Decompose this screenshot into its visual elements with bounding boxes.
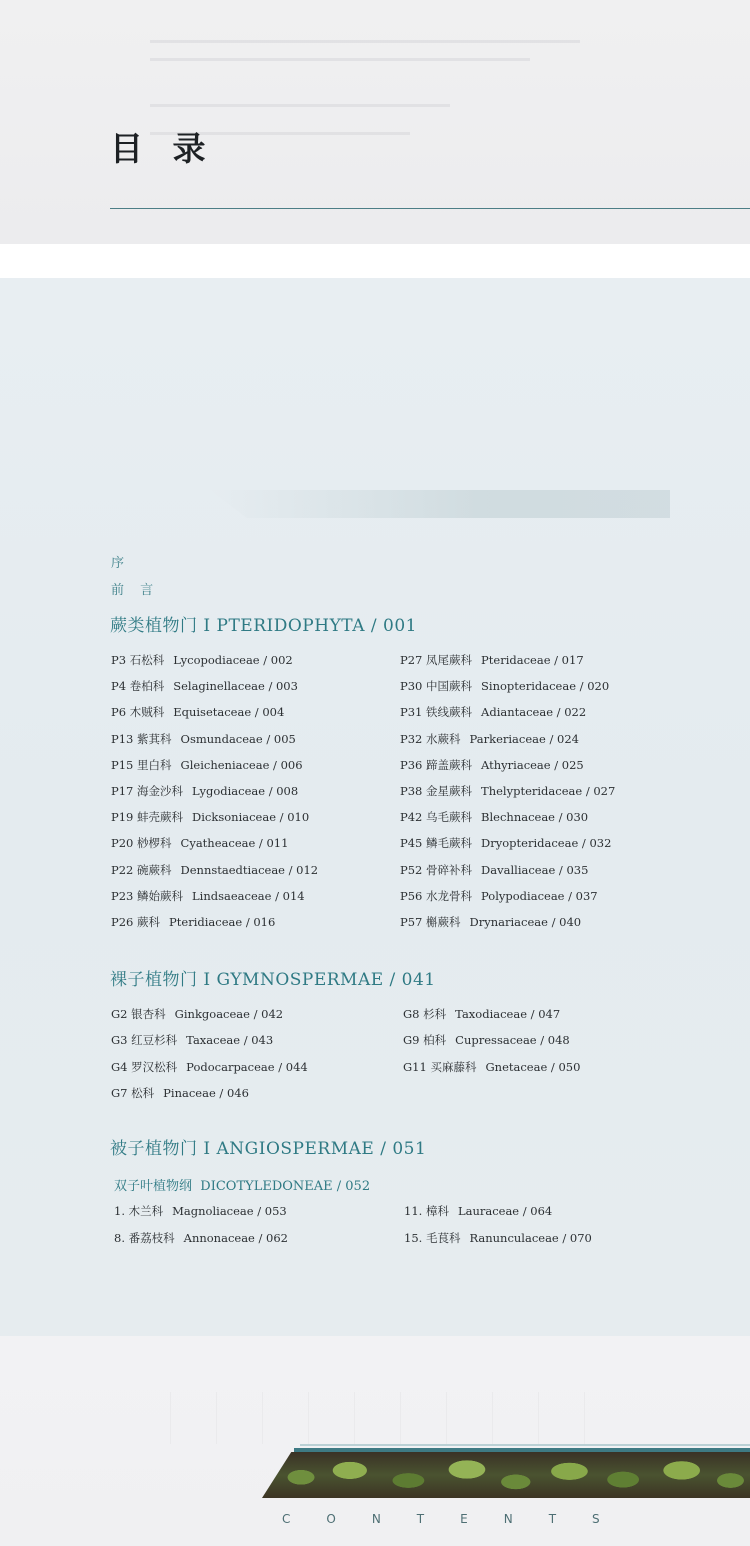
- entry-family-cn: 中国蕨科: [426, 679, 473, 694]
- subsection-heading-dicotyledoneae[interactable]: [114, 1175, 370, 1194]
- fern-photo-strip: [262, 1452, 750, 1498]
- section-separator: I: [197, 970, 217, 990]
- entry-family-cn: 铁线蕨科: [426, 705, 473, 720]
- entry-page-ref: G11: [403, 1059, 427, 1074]
- entry-family-latin: Pteridaceae / 017: [481, 653, 584, 667]
- toc-entry[interactable]: [404, 1203, 552, 1219]
- section-heading-gymnospermae[interactable]: [110, 965, 436, 990]
- toc-entry[interactable]: [403, 1032, 570, 1048]
- entry-family-latin: Gnetaceae / 050: [485, 1059, 581, 1074]
- entry-family-cn: 水龙骨科: [426, 888, 473, 903]
- entry-page-ref: P23: [111, 888, 134, 903]
- entry-page-ref: P4: [111, 679, 127, 694]
- entry-page-ref: 11.: [404, 1204, 423, 1218]
- toc-entry[interactable]: [400, 731, 579, 747]
- entry-family-cn: 海金沙科: [137, 784, 184, 798]
- entry-family-latin: Pinaceae / 046: [163, 1085, 249, 1100]
- entry-family-cn: 骨碎补科: [426, 862, 473, 877]
- entry-family-cn: 鳞毛蕨科: [426, 836, 473, 851]
- entry-family-cn: 鳞始蕨科: [137, 888, 184, 903]
- entry-family-cn: 桫椤科: [137, 836, 172, 851]
- entry-family-latin: Magnoliaceae / 053: [172, 1204, 287, 1218]
- contents-caption: CONTENTS: [282, 1512, 636, 1526]
- section-heading-angiospermae[interactable]: [110, 1134, 426, 1159]
- entry-family-latin: Annonaceae / 062: [183, 1231, 288, 1245]
- entry-page-ref: P6: [111, 705, 127, 720]
- page-title: 目 录: [110, 129, 215, 168]
- entry-page-ref: G8: [403, 1007, 420, 1021]
- toc-entry[interactable]: [114, 1203, 287, 1219]
- entry-page-ref: P38: [400, 784, 423, 798]
- title-divider: [110, 208, 750, 209]
- entry-family-latin: Davalliaceae / 035: [481, 862, 589, 877]
- toc-entry[interactable]: [111, 1032, 273, 1048]
- faded-text-line: [150, 104, 450, 107]
- entry-family-cn: 卷柏科: [129, 679, 165, 694]
- entry-page-ref: P42: [400, 810, 423, 825]
- entry-page-ref: P19: [111, 810, 134, 825]
- entry-page-ref: G2: [111, 1007, 128, 1021]
- section-separator: I: [197, 1139, 217, 1159]
- toc-entry[interactable]: [111, 731, 296, 747]
- entry-page-ref: 8.: [114, 1231, 125, 1245]
- toc-entry[interactable]: [111, 862, 318, 878]
- entry-page-ref: G7: [111, 1085, 128, 1100]
- entry-family-latin: Sinopteridaceae / 020: [481, 679, 610, 694]
- entry-page-ref: P52: [400, 862, 423, 877]
- entry-family-latin: Polypodiaceae / 037: [481, 888, 598, 903]
- toc-entry[interactable]: [400, 678, 609, 694]
- entry-page-ref: P27: [400, 653, 423, 667]
- decorative-wedge: [210, 490, 670, 518]
- toc-entry[interactable]: [111, 1006, 283, 1022]
- entry-family-latin: Dicksoniaceae / 010: [192, 810, 310, 825]
- entry-family-cn: 红豆杉科: [131, 1033, 178, 1048]
- toc-entry[interactable]: [111, 704, 284, 720]
- entry-page-ref: P13: [111, 731, 134, 746]
- front-matter-preface[interactable]: 序: [111, 556, 131, 571]
- entry-page-ref: P3: [111, 653, 127, 667]
- entry-family-latin: Athyriaceae / 025: [481, 757, 584, 772]
- entry-page-ref: P57: [400, 915, 423, 929]
- section-separator: I: [197, 616, 217, 636]
- entry-family-latin: Gleicheniaceae / 006: [180, 757, 303, 772]
- toc-entry[interactable]: [400, 704, 586, 720]
- entry-family-latin: Parkeriaceae / 024: [469, 731, 579, 746]
- toc-entry[interactable]: [403, 1006, 560, 1022]
- entry-family-cn: 碗蕨科: [137, 862, 172, 877]
- entry-family-latin: Thelypteridaceae / 027: [481, 784, 616, 798]
- toc-entry[interactable]: [404, 1230, 592, 1246]
- entry-page-ref: P30: [400, 679, 423, 694]
- entry-family-latin: Dennstaedtiaceae / 012: [180, 862, 319, 877]
- toc-entry[interactable]: [403, 1059, 580, 1075]
- entry-family-cn: 金星蕨科: [426, 784, 473, 798]
- decorative-accent-bar: [294, 1448, 750, 1452]
- entry-family-latin: Podocarpaceae / 044: [186, 1059, 308, 1074]
- toc-entry[interactable]: [111, 783, 298, 799]
- toc-entry[interactable]: [400, 809, 588, 825]
- entry-page-ref: P36: [400, 757, 423, 772]
- entry-family-cn: 槲蕨科: [426, 915, 461, 929]
- entry-page-ref: P31: [400, 705, 423, 720]
- entry-page-ref: P56: [400, 888, 423, 903]
- entry-family-cn: 里白科: [137, 757, 172, 772]
- entry-family-cn: 木兰科: [128, 1204, 164, 1218]
- toc-entry[interactable]: [111, 652, 293, 668]
- entry-family-latin: Adiantaceae / 022: [481, 705, 587, 720]
- entry-family-cn: 蕨科: [137, 915, 161, 929]
- entry-family-latin: Equisetaceae / 004: [173, 705, 285, 720]
- front-matter-foreword[interactable]: 前 言: [111, 583, 160, 598]
- toc-entry[interactable]: [111, 888, 305, 904]
- entry-family-latin: Lycopodiaceae / 002: [173, 653, 293, 667]
- entry-family-cn: 蹄盖蕨科: [426, 757, 473, 772]
- entry-family-cn: 水蕨科: [426, 731, 461, 746]
- entry-family-cn: 乌毛蕨科: [426, 810, 473, 825]
- faded-background-lines: [170, 1392, 630, 1444]
- entry-family-cn: 罗汉松科: [131, 1059, 178, 1074]
- entry-family-latin: Cyatheaceae / 011: [180, 836, 289, 851]
- entry-family-cn: 番荔枝科: [128, 1231, 175, 1245]
- subsection-en-label: DICOTYLEDONEAE / 052: [200, 1179, 371, 1194]
- toc-entry[interactable]: [111, 757, 303, 773]
- entry-family-cn: 樟科: [425, 1204, 449, 1218]
- entry-family-cn: 紫萁科: [137, 731, 172, 746]
- entry-family-latin: Blechnaceae / 030: [481, 810, 589, 825]
- toc-entry[interactable]: [400, 862, 588, 878]
- decorative-accent-line: [300, 1444, 750, 1446]
- entry-family-cn: 凤尾蕨科: [426, 653, 473, 667]
- toc-entry[interactable]: [400, 835, 611, 851]
- entry-family-latin: Ginkgoaceae / 042: [174, 1007, 284, 1021]
- entry-family-cn: 柏科: [423, 1033, 447, 1048]
- entry-family-latin: Taxaceae / 043: [186, 1033, 274, 1048]
- entry-page-ref: P45: [400, 836, 423, 851]
- entry-family-cn: 毛茛科: [425, 1231, 461, 1245]
- entry-family-cn: 买麻藤科: [430, 1059, 477, 1074]
- section-en-label: ANGIOSPERMAE / 051: [216, 1139, 427, 1159]
- toc-entry[interactable]: [400, 888, 598, 904]
- entry-family-cn: 石松科: [129, 653, 165, 667]
- toc-entry[interactable]: [111, 1085, 249, 1101]
- entry-family-latin: Dryopteridaceae / 032: [481, 836, 612, 851]
- entry-family-cn: 蚌壳蕨科: [137, 810, 184, 825]
- contents-page: [0, 278, 750, 1336]
- subsection-cn-label: 双子叶植物纲: [114, 1179, 193, 1194]
- entry-page-ref: G4: [111, 1059, 128, 1074]
- faded-text-line: [150, 40, 580, 43]
- toc-entry[interactable]: [111, 914, 275, 930]
- entry-family-latin: Drynariaceae / 040: [469, 915, 582, 929]
- entry-family-latin: Taxodiaceae / 047: [455, 1007, 561, 1021]
- section-cn-label: 被子植物门: [110, 1139, 198, 1159]
- entry-family-latin: Ranunculaceae / 070: [469, 1231, 592, 1245]
- toc-entry[interactable]: [400, 652, 584, 668]
- entry-page-ref: G3: [111, 1033, 128, 1048]
- toc-entry[interactable]: [400, 914, 581, 930]
- section-en-label: PTERIDOPHYTA / 001: [216, 616, 417, 636]
- entry-family-cn: 杉科: [423, 1007, 447, 1021]
- faded-text-line: [150, 58, 530, 61]
- section-cn-label: 裸子植物门: [110, 970, 198, 990]
- toc-entry[interactable]: [400, 783, 615, 799]
- section-cn-label: 蕨类植物门: [110, 616, 198, 636]
- toc-entry[interactable]: [111, 678, 298, 694]
- toc-entry[interactable]: [111, 809, 309, 825]
- entry-family-latin: Lauraceae / 064: [457, 1204, 553, 1218]
- section-heading-pteridophyta[interactable]: [110, 611, 417, 636]
- entry-family-latin: Cupressaceae / 048: [455, 1033, 570, 1048]
- section-en-label: GYMNOSPERMAE / 041: [216, 970, 436, 990]
- entry-page-ref: P32: [400, 731, 423, 746]
- entry-page-ref: G9: [403, 1033, 420, 1048]
- toc-entry[interactable]: [114, 1230, 288, 1246]
- entry-family-latin: Selaginellaceae / 003: [173, 679, 298, 694]
- page-gap: [0, 244, 750, 278]
- toc-entry[interactable]: [111, 1059, 308, 1075]
- entry-family-latin: Lygodiaceae / 008: [192, 784, 299, 798]
- entry-family-latin: Lindsaeaceae / 014: [192, 888, 305, 903]
- toc-entry[interactable]: [111, 835, 288, 851]
- toc-entry[interactable]: [400, 757, 584, 773]
- entry-page-ref: P17: [111, 784, 134, 798]
- entry-family-cn: 银杏科: [131, 1007, 166, 1021]
- entry-page-ref: P22: [111, 862, 134, 877]
- entry-family-latin: Pteridiaceae / 016: [169, 915, 276, 929]
- entry-family-latin: Osmundaceae / 005: [180, 731, 296, 746]
- entry-page-ref: 1.: [114, 1204, 125, 1218]
- entry-page-ref: 15.: [404, 1231, 423, 1245]
- entry-page-ref: P26: [111, 915, 134, 929]
- entry-family-cn: 松科: [131, 1085, 155, 1100]
- entry-family-cn: 木贼科: [129, 705, 165, 720]
- entry-page-ref: P20: [111, 836, 134, 851]
- entry-page-ref: P15: [111, 757, 134, 772]
